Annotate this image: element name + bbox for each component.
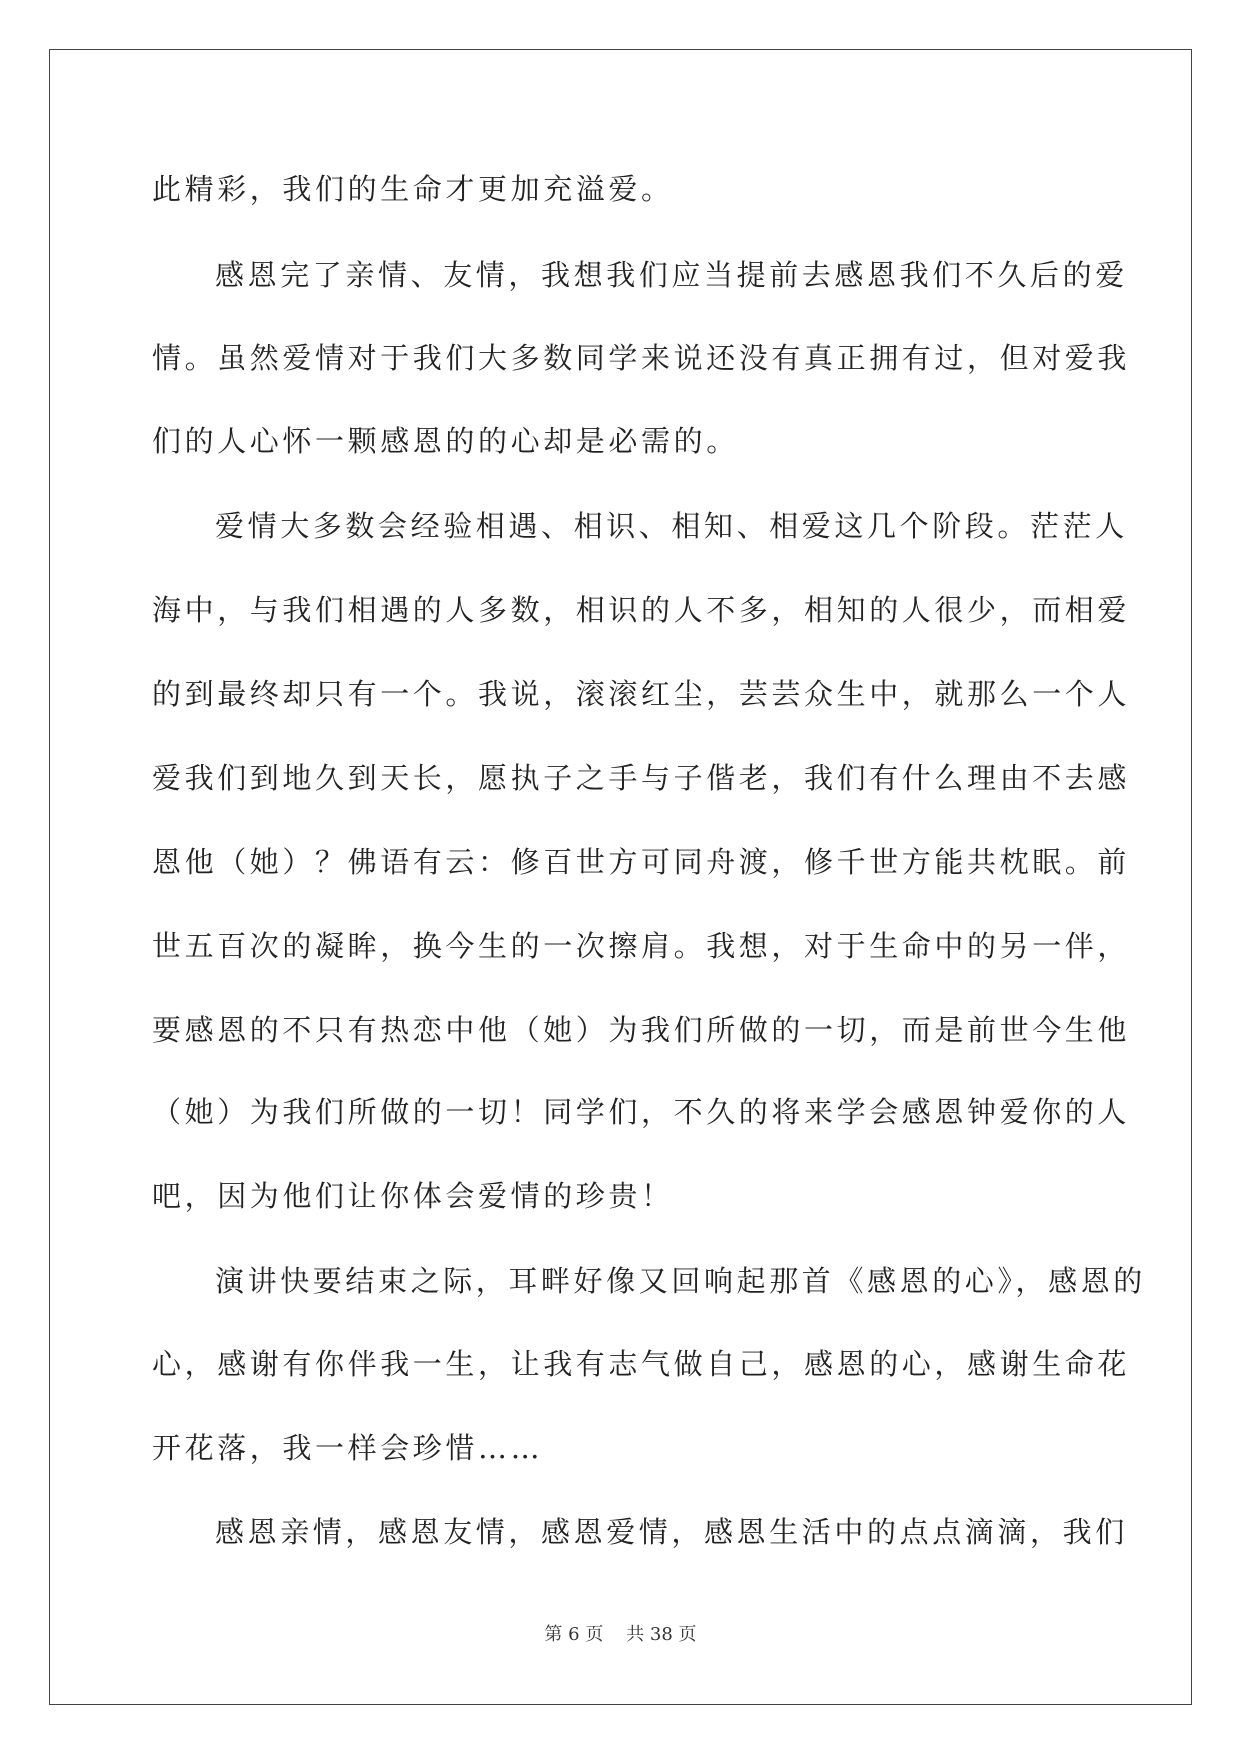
text-line: 心，感谢有你伴我一生，让我有志气做自己，感恩的心，感谢生命花 [152,1347,1131,1381]
text-line: 们的人心怀一颗感恩的的心却是必需的。 [152,424,739,458]
text-line: 爱我们到地久到天长，愿执子之手与子偕老，我们有什么理由不去感 [152,761,1131,795]
text-line: 演讲快要结束之际，耳畔好像又回响起那首《感恩的心》，感恩的 [215,1264,1146,1298]
text-line: 爱情大多数会经验相遇、相识、相知、相爱这几个阶段。茫茫人 [215,509,1128,543]
text-line: 要感恩的不只有热恋中他（她）为我们所做的一切，而是前世今生他 [152,1013,1131,1047]
text-line: 情。虽然爱情对于我们大多数同学来说还没有真正拥有过，但对爱我 [152,341,1131,375]
text-line: 恩他（她）？佛语有云：修百世方可同舟渡，修千世方能共枕眠。前 [152,845,1131,879]
text-line: 海中，与我们相遇的人多数，相识的人不多，相知的人很少，而相爱 [152,593,1131,627]
text-line: 感恩完了亲情、友情，我想我们应当提前去感恩我们不久后的爱 [215,258,1128,292]
text-line: 的到最终却只有一个。我说，滚滚红尘，芸芸众生中，就那么一个人 [152,677,1131,711]
text-line: 吧，因为他们让你体会爱情的珍贵！ [152,1179,674,1213]
text-line: 世五百次的凝眸，换今生的一次擦肩。我想，对于生命中的另一伴， [152,929,1131,963]
text-line: 感恩亲情，感恩友情，感恩爱情，感恩生活中的点点滴滴，我们 [215,1515,1128,1549]
page-number-footer: 第 6 页 共 38 页 [544,1624,697,1645]
text-line: （她）为我们所做的一切！同学们，不久的将来学会感恩钟爱你的人 [152,1095,1131,1129]
text-line: 此精彩，我们的生命才更加充溢爱。 [152,172,674,206]
text-line: 开花落，我一样会珍惜…… [152,1431,544,1465]
